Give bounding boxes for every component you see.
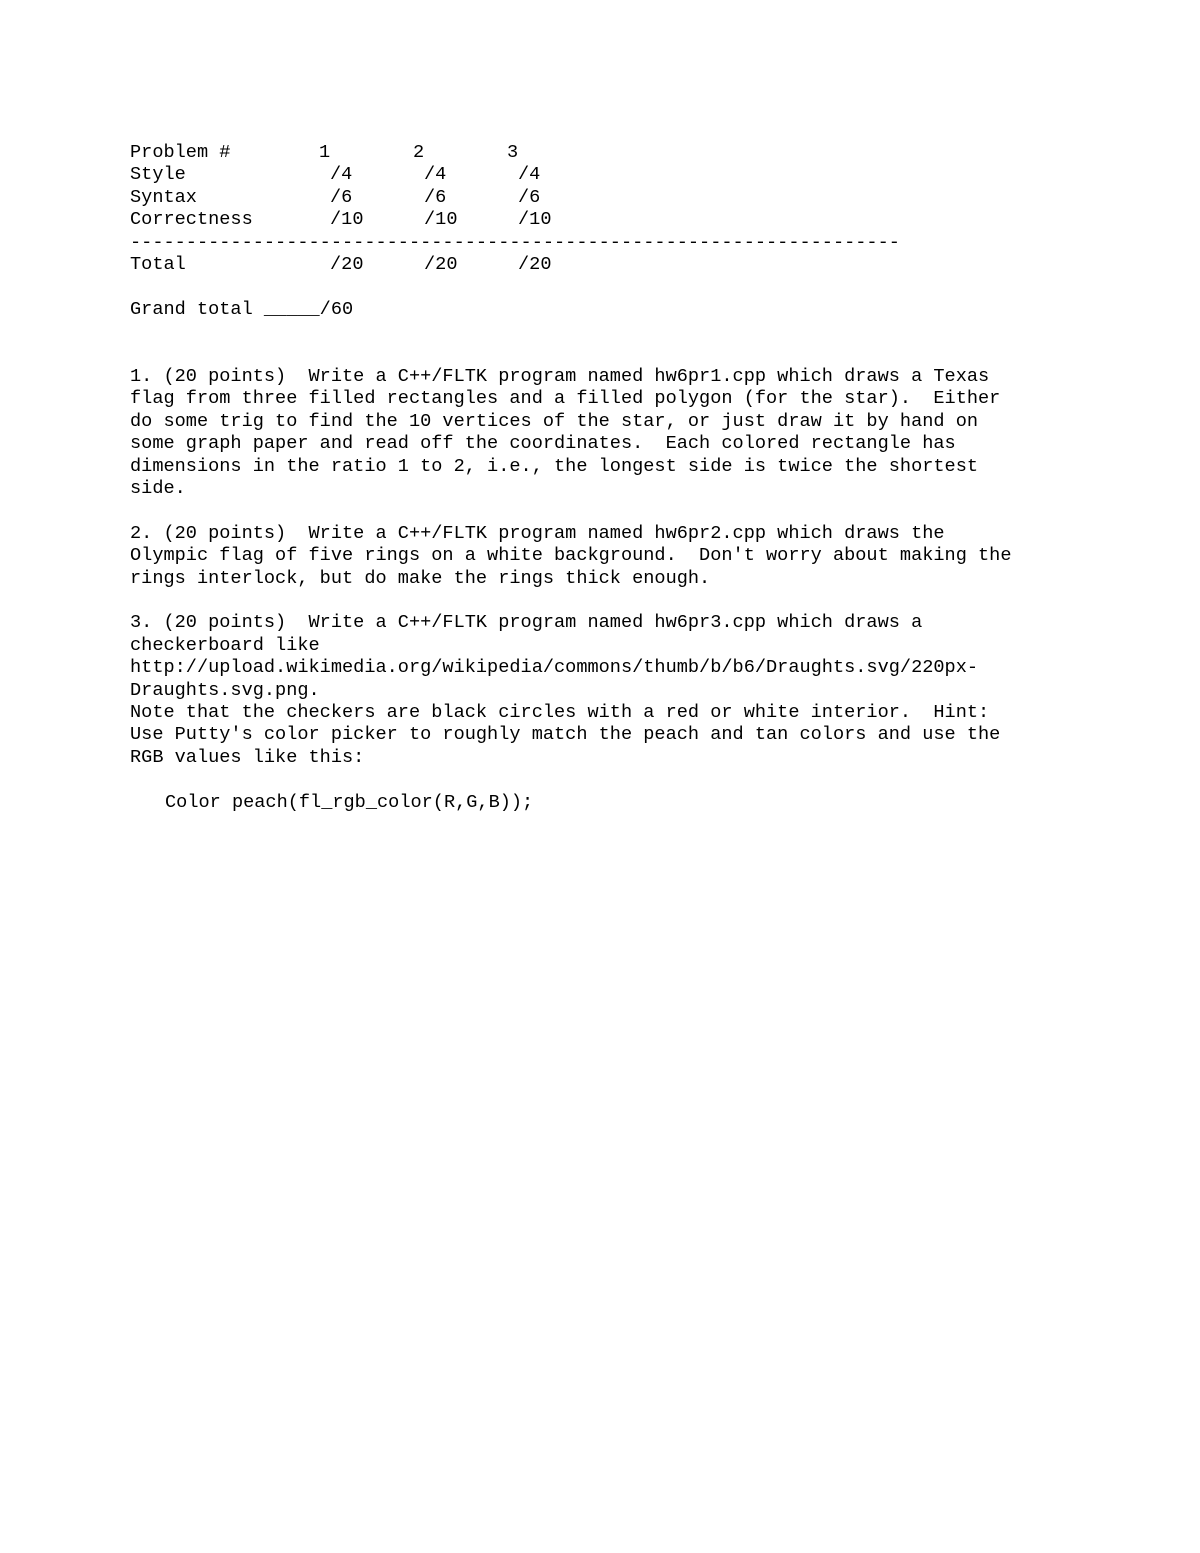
problem-text-line: dimensions in the ratio 1 to 2, i.e., the longest side is twice the shortest	[130, 455, 979, 477]
code-snippet: Color peach(fl_rgb_color(R,G,B));	[165, 791, 534, 813]
problem-text-line: Olympic flag of five rings on a white background. Don't worry about making the	[130, 545, 1012, 567]
spacer	[130, 769, 1170, 791]
problem-text-line: 3. (20 points) Write a C++/FLTK program named hw6pr3.cpp which draws a	[130, 612, 923, 634]
problem-text-line: 1. (20 points) Write a C++/FLTK program named hw6pr1.cpp which draws a Texas	[130, 365, 990, 387]
problem-1	[130, 366, 1170, 500]
rubric-cell: /6	[518, 186, 541, 208]
spacer	[130, 590, 1170, 612]
spacer	[130, 321, 1170, 343]
rubric-row-style	[130, 164, 1170, 186]
grand-total-line: Grand total _____/60	[130, 298, 354, 320]
rubric-row-correctness	[130, 209, 1170, 231]
rubric-cell: /10	[330, 209, 364, 231]
rubric-cell: /4	[424, 164, 447, 186]
problem-text-line: flag from three filled rectangles and a filled polygon (for the star). Either	[130, 388, 1001, 410]
rubric-cell: /20	[518, 253, 552, 275]
rubric-cell: /10	[424, 209, 458, 231]
problem-text-line: 2. (20 points) Write a C++/FLTK program named hw6pr2.cpp which draws the	[130, 522, 945, 544]
rubric-cell: /20	[330, 253, 364, 275]
rubric-header-col-1: 1	[319, 142, 331, 163]
rubric-cell: /4	[330, 164, 353, 186]
problem-text-line: do some trig to find the 10 vertices of the star, or just draw it by hand on	[130, 410, 979, 432]
rubric-header-row	[130, 142, 1170, 164]
rubric-header-col-2: 2	[413, 142, 425, 163]
problem-text-line: checkerboard like	[130, 634, 320, 656]
problem-3	[130, 612, 1170, 814]
rubric-header-col-3: 3	[507, 142, 519, 163]
rubric-row-label: Style	[130, 164, 186, 186]
rubric-separator: ---------------------------------------------------------------------	[130, 231, 900, 253]
problem-text-line: Use Putty's color picker to roughly match the peach and tan colors and use the	[130, 724, 1001, 746]
rubric-cell: /20	[424, 253, 458, 275]
problem-link-line: http://upload.wikimedia.org/wikipedia/commons/thumb/b/b6/Draughts.svg/220px-	[130, 657, 979, 679]
assignment-document	[130, 142, 1170, 814]
spacer	[130, 276, 1170, 298]
problem-text-line: side.	[130, 477, 186, 499]
rubric-row-syntax	[130, 187, 1170, 209]
rubric-row-label: Correctness	[130, 209, 253, 231]
rubric-row-label: Total	[130, 253, 186, 275]
problem-text-line: some graph paper and read off the coordinates. Each colored rectangle has	[130, 433, 956, 455]
rubric-cell: /4	[518, 164, 541, 186]
grading-rubric	[130, 142, 1170, 321]
rubric-cell: /6	[424, 186, 447, 208]
rubric-row-label: Syntax	[130, 186, 197, 208]
problem-2	[130, 523, 1170, 590]
problem-link-line: Draughts.svg.png.	[130, 679, 320, 701]
spacer	[130, 344, 1170, 366]
problem-text-line: RGB values like this:	[130, 746, 365, 768]
rubric-cell: /6	[330, 186, 353, 208]
rubric-header-label: Problem #	[130, 142, 231, 163]
rubric-row-total	[130, 254, 1170, 276]
problem-text-line: rings interlock, but do make the rings thick enough.	[130, 567, 711, 589]
spacer	[130, 500, 1170, 522]
problem-text-line: Note that the checkers are black circles with a red or white interior. Hint:	[130, 701, 990, 723]
rubric-cell: /10	[518, 209, 552, 231]
